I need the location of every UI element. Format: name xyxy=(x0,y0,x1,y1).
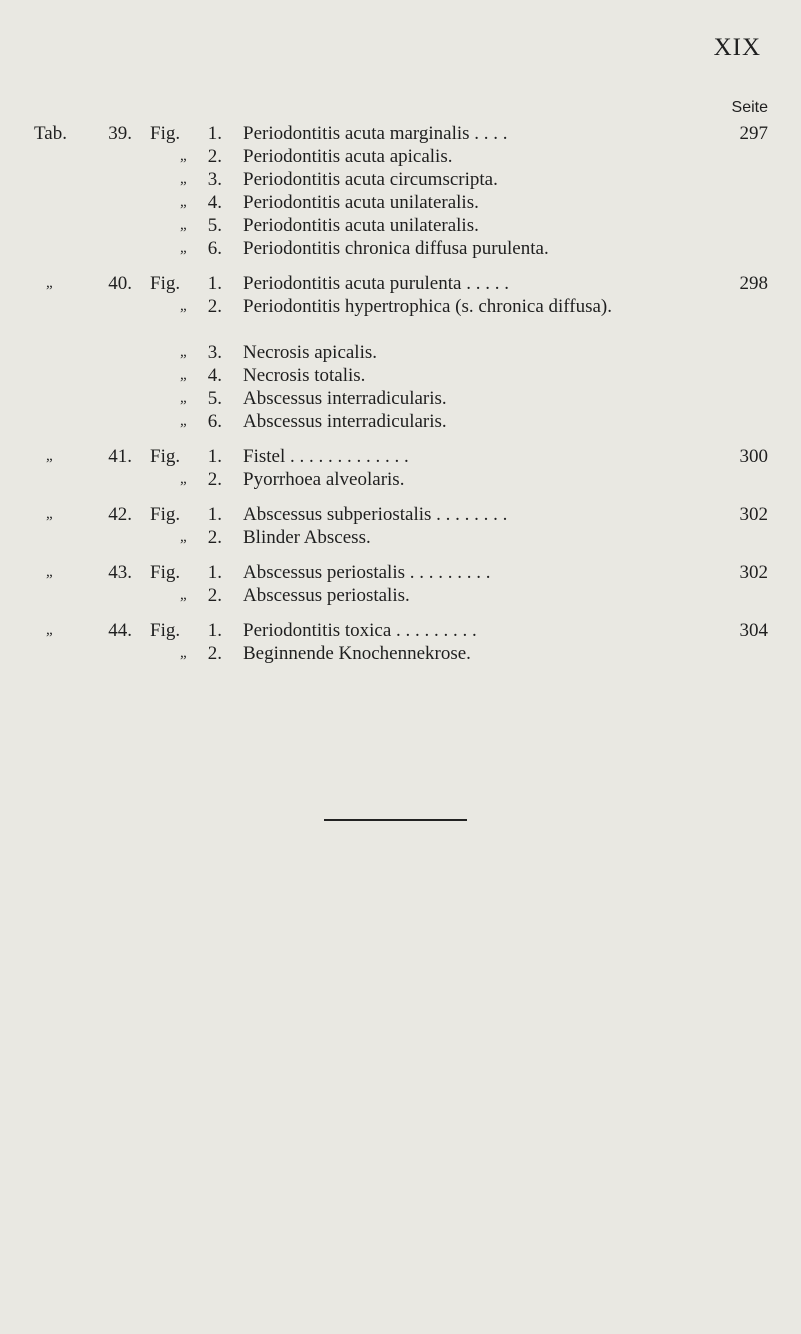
toc-row xyxy=(0,168,801,191)
fig-label: Fig. xyxy=(150,562,181,583)
toc-row xyxy=(0,584,801,607)
ditto-mark: „ xyxy=(180,240,187,256)
entry-page: 302 xyxy=(739,504,768,525)
toc-row xyxy=(0,145,801,168)
fig-label: Fig. xyxy=(150,504,181,525)
fig-number: 3. xyxy=(207,342,222,363)
entry-title: Abscessus periostalis . . . . . . . . . xyxy=(243,562,491,583)
fig-number: 1. xyxy=(207,273,222,294)
fig-label: Fig. xyxy=(150,446,181,467)
toc-group-tab-43 xyxy=(0,561,801,607)
toc-row xyxy=(0,410,801,433)
fig-number: 2. xyxy=(207,296,222,317)
entry-title: Blinder Abscess. xyxy=(243,527,371,548)
tab-ditto-mark: „ xyxy=(46,564,53,580)
end-rule-divider xyxy=(324,819,467,821)
ditto-mark: „ xyxy=(180,390,187,406)
toc-row xyxy=(0,503,801,526)
entry-title: Abscessus periostalis. xyxy=(243,585,410,606)
toc-group-tab-44 xyxy=(0,619,801,665)
ditto-mark: „ xyxy=(180,529,187,545)
entry-title: Necrosis apicalis. xyxy=(243,342,378,363)
entry-title: Periodontitis acuta marginalis . . . . xyxy=(243,123,508,144)
toc-row xyxy=(0,468,801,491)
entry-page: 300 xyxy=(739,446,768,467)
toc-row xyxy=(0,214,801,237)
fig-label: Fig. xyxy=(150,123,181,144)
fig-number: 6. xyxy=(207,411,222,432)
toc-row xyxy=(0,191,801,214)
ditto-mark: „ xyxy=(180,645,187,661)
ditto-mark: „ xyxy=(180,148,187,164)
fig-number: 5. xyxy=(207,388,222,409)
fig-number: 4. xyxy=(207,192,222,213)
ditto-mark: „ xyxy=(180,471,187,487)
entry-title: Periodontitis chronica diffusa purulenta. xyxy=(243,238,549,259)
entry-title: Periodontitis toxica . . . . . . . . . xyxy=(243,620,477,641)
toc-group-tab-40 xyxy=(0,272,801,433)
entry-page: 302 xyxy=(739,562,768,583)
tab-label: Tab. xyxy=(34,123,67,144)
fig-number: 1. xyxy=(207,504,222,525)
fig-number: 4. xyxy=(207,365,222,386)
fig-number: 1. xyxy=(207,620,222,641)
tab-number: 39. xyxy=(108,123,132,144)
fig-number: 2. xyxy=(207,585,222,606)
tab-number: 44. xyxy=(108,620,132,641)
entry-title: Periodontitis acuta circumscripta. xyxy=(243,169,498,190)
entry-title: Fistel . . . . . . . . . . . . . xyxy=(243,446,409,467)
entry-title: Beginnende Knochennekrose. xyxy=(243,643,471,664)
fig-number: 2. xyxy=(207,469,222,490)
toc-row xyxy=(0,619,801,642)
fig-number: 2. xyxy=(207,527,222,548)
entry-title: Periodontitis acuta purulenta . . . . . xyxy=(243,273,509,294)
tab-number: 43. xyxy=(108,562,132,583)
entry-page: 304 xyxy=(739,620,768,641)
toc-row xyxy=(0,526,801,549)
page-number: XIX xyxy=(713,34,761,61)
entry-title: Abscessus interradicularis. xyxy=(243,411,447,432)
fig-number: 1. xyxy=(207,446,222,467)
page-column-label: Seite xyxy=(731,99,768,116)
toc-row xyxy=(0,272,801,295)
entry-title: Periodontitis acuta unilateralis. xyxy=(243,215,479,236)
toc-group-tab-42 xyxy=(0,503,801,549)
toc-group-tab-41 xyxy=(0,445,801,491)
fig-number: 6. xyxy=(207,238,222,259)
tab-ditto-mark: „ xyxy=(46,448,53,464)
tab-ditto-mark: „ xyxy=(46,275,53,291)
entry-title: Periodontitis acuta unilateralis. xyxy=(243,192,479,213)
entry-title: Necrosis totalis. xyxy=(243,365,366,386)
toc-row xyxy=(0,445,801,468)
ditto-mark: „ xyxy=(180,413,187,429)
entry-title: Abscessus interradicularis. xyxy=(243,388,447,409)
toc-row xyxy=(0,642,801,665)
fig-number: 2. xyxy=(207,643,222,664)
fig-number: 1. xyxy=(207,123,222,144)
tab-ditto-mark: „ xyxy=(46,622,53,638)
fig-label: Fig. xyxy=(150,273,181,294)
toc-row xyxy=(0,561,801,584)
ditto-mark: „ xyxy=(180,367,187,383)
tab-ditto-mark: „ xyxy=(46,506,53,522)
toc-row xyxy=(0,387,801,410)
ditto-mark: „ xyxy=(180,171,187,187)
entry-title: Periodontitis hypertrophica (s. chronica diffusa). xyxy=(243,296,612,317)
fig-number: 2. xyxy=(207,146,222,167)
toc-row xyxy=(0,341,801,364)
ditto-mark: „ xyxy=(180,217,187,233)
fig-number: 5. xyxy=(207,215,222,236)
entry-page: 298 xyxy=(739,273,768,294)
toc-row xyxy=(0,364,801,387)
toc-group-tab-39 xyxy=(0,122,801,260)
fig-number: 1. xyxy=(207,562,222,583)
table-of-contents xyxy=(0,122,801,677)
toc-row xyxy=(0,237,801,260)
toc-row xyxy=(0,295,801,341)
entry-title: Periodontitis acuta apicalis. xyxy=(243,146,453,167)
fig-number: 3. xyxy=(207,169,222,190)
ditto-mark: „ xyxy=(180,344,187,360)
entry-page: 297 xyxy=(739,123,768,144)
entry-title: Pyorrhoea alveolaris. xyxy=(243,469,405,490)
ditto-mark: „ xyxy=(180,298,187,314)
entry-title: Abscessus subperiostalis . . . . . . . . xyxy=(243,504,508,525)
ditto-mark: „ xyxy=(180,194,187,210)
tab-number: 41. xyxy=(108,446,132,467)
tab-number: 42. xyxy=(108,504,132,525)
fig-label: Fig. xyxy=(150,620,181,641)
toc-row xyxy=(0,122,801,145)
ditto-mark: „ xyxy=(180,587,187,603)
tab-number: 40. xyxy=(108,273,132,294)
